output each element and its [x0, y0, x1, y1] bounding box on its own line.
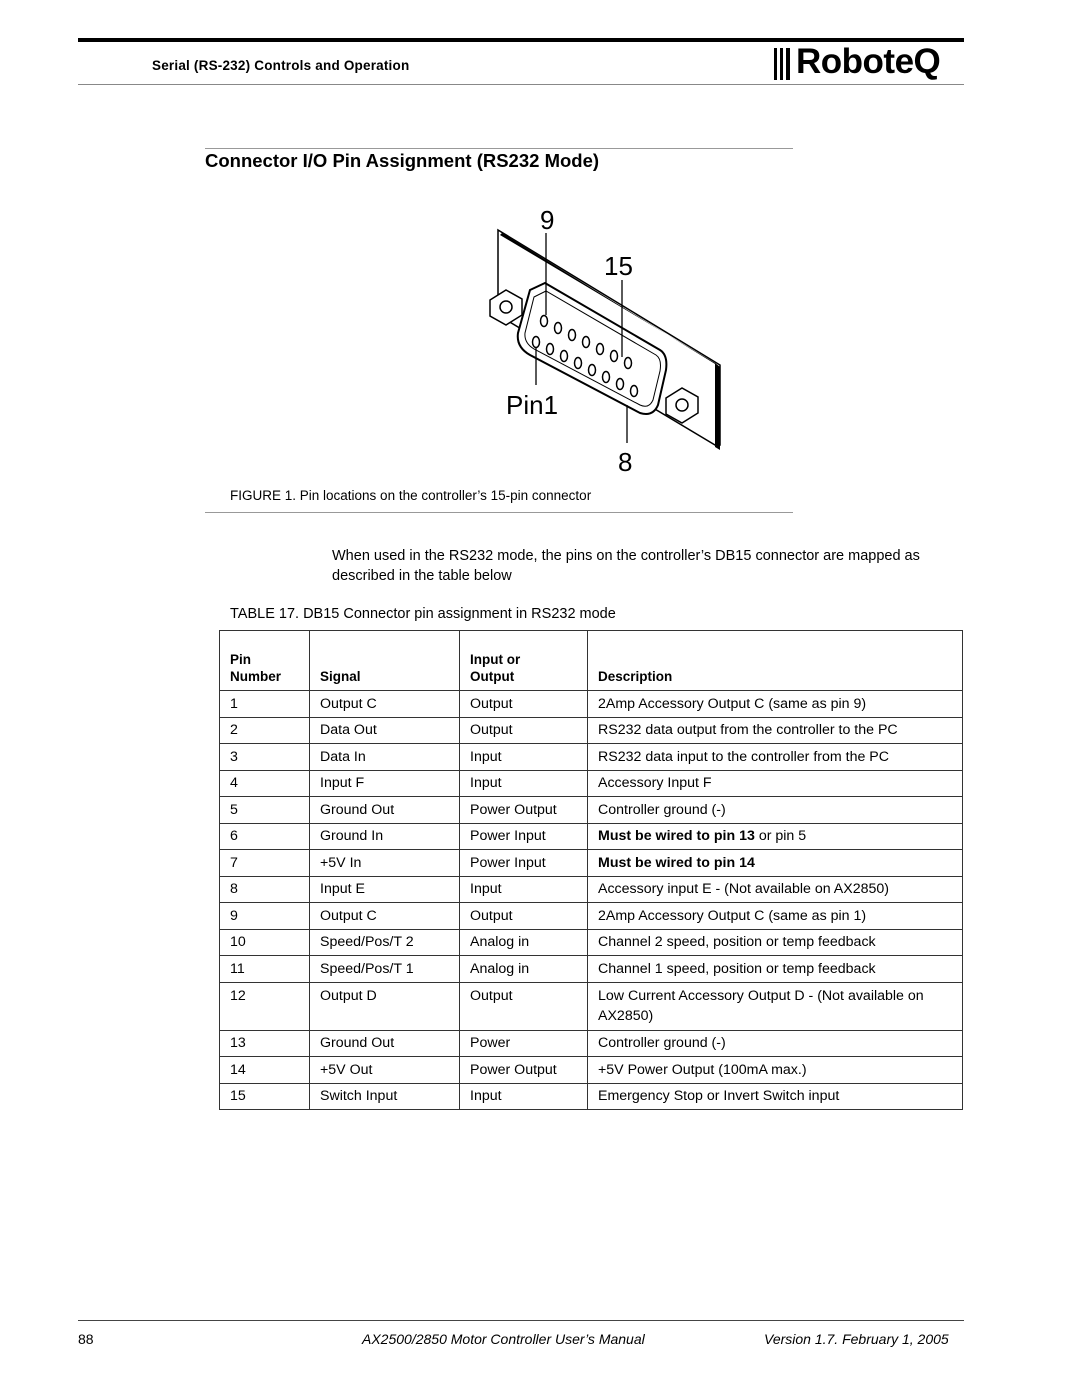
signal-cell: Ground Out [310, 797, 460, 824]
pin-cell: 2 [220, 717, 310, 744]
io-cell: Output [460, 982, 588, 1030]
table-row [220, 1057, 963, 1084]
description-emphasis: Must be wired to pin 14 [598, 854, 755, 871]
pin-cell: 8 [220, 876, 310, 903]
db15-connector-drawing [470, 195, 770, 485]
description-cell: +5V Power Output (100mA max.) [588, 1057, 963, 1084]
logo-text: RoboteQ [796, 42, 941, 81]
section-title: Connector I/O Pin Assignment (RS232 Mode) [205, 150, 600, 171]
pin-8-label: 8 [618, 447, 633, 477]
description-cell: Accessory input E - (Not available on AX2850) [588, 876, 963, 903]
page-number: 88 [78, 1331, 94, 1347]
io-cell: Power Output [460, 797, 588, 824]
pin-cell: 5 [220, 797, 310, 824]
description-cell: Channel 1 speed, position or temp feedback [588, 956, 963, 983]
description-cell: RS232 data output from the controller to the PC [588, 717, 963, 744]
body-paragraph: When used in the RS232 mode, the pins on the controller’s DB15 connector are mapped as described in the table below [332, 548, 920, 584]
description-cell: 2Amp Accessory Output C (same as pin 1) [588, 903, 963, 930]
header-section-title: Serial (RS-232) Controls and Operation [152, 58, 410, 73]
table-row [220, 929, 963, 956]
signal-cell: Speed/Pos/T 1 [310, 956, 460, 983]
pin-cell: 9 [220, 903, 310, 930]
io-cell: Analog in [460, 929, 588, 956]
io-cell: Power Output [460, 1057, 588, 1084]
pin-cell: 3 [220, 744, 310, 771]
header-signal: Signal [310, 631, 460, 691]
header-pin-number: Pin Number [220, 631, 310, 691]
io-cell: Output [460, 903, 588, 930]
version-date: Version 1.7. February 1, 2005 [764, 1331, 949, 1347]
db15-connector-figure [470, 195, 770, 485]
pin-cell: 1 [220, 691, 310, 718]
signal-cell: Output D [310, 982, 460, 1030]
io-cell: Power [460, 1030, 588, 1057]
logo-bars-icon [772, 48, 796, 82]
figure-rule [205, 512, 793, 513]
header-description: Description [588, 631, 963, 691]
table-row [220, 876, 963, 903]
description-cell: RS232 data input to the controller from the PC [588, 744, 963, 771]
description-cell: Accessory Input F [588, 770, 963, 797]
pin-cell: 11 [220, 956, 310, 983]
description-cell: Channel 2 speed, position or temp feedback [588, 929, 963, 956]
signal-cell: +5V Out [310, 1057, 460, 1084]
table-row [220, 797, 963, 824]
io-cell: Input [460, 744, 588, 771]
signal-cell: +5V In [310, 850, 460, 877]
pin-cell: 12 [220, 982, 310, 1030]
description-rest: or pin 5 [754, 828, 807, 845]
signal-cell: Data Out [310, 717, 460, 744]
figure-caption: FIGURE 1. Pin locations on the controller’s 15-pin connector [230, 488, 592, 503]
signal-cell: Output C [310, 691, 460, 718]
table-row [220, 770, 963, 797]
table-caption: TABLE 17. DB15 Connector pin assignment in RS232 mode [230, 606, 616, 622]
signal-cell: Input E [310, 876, 460, 903]
table-row [220, 691, 963, 718]
pin-cell: 14 [220, 1057, 310, 1084]
footer-rule [78, 1320, 964, 1321]
table-row [220, 956, 963, 983]
header-divider [78, 84, 964, 85]
signal-cell: Data In [310, 744, 460, 771]
signal-cell: Switch Input [310, 1083, 460, 1110]
table-row [220, 823, 963, 850]
io-cell: Output [460, 691, 588, 718]
io-cell: Power Input [460, 850, 588, 877]
signal-cell: Input F [310, 770, 460, 797]
signal-cell: Ground In [310, 823, 460, 850]
manual-title: AX2500/2850 Motor Controller User’s Manual [362, 1331, 645, 1347]
description-cell [588, 823, 963, 850]
title-rule [205, 148, 793, 149]
table-row [220, 1030, 963, 1057]
header-input-output: Input or Output [460, 631, 588, 691]
description-cell: Controller ground (-) [588, 797, 963, 824]
table-row [220, 903, 963, 930]
description-emphasis: Must be wired to pin 13 [598, 828, 755, 845]
pin-assignment-table [219, 630, 963, 1110]
signal-cell: Speed/Pos/T 2 [310, 929, 460, 956]
pin-9-label: 9 [540, 205, 555, 235]
table-row [220, 744, 963, 771]
description-cell: Low Current Accessory Output D - (Not available on AX2850) [588, 982, 963, 1030]
description-cell: Emergency Stop or Invert Switch input [588, 1083, 963, 1110]
io-cell: Output [460, 717, 588, 744]
pin-15-label: 15 [604, 251, 633, 281]
description-cell: Controller ground (-) [588, 1030, 963, 1057]
io-cell: Input [460, 770, 588, 797]
pin-cell: 10 [220, 929, 310, 956]
io-cell: Analog in [460, 956, 588, 983]
pin-cell: 7 [220, 850, 310, 877]
table-row [220, 1083, 963, 1110]
io-cell: Power Input [460, 823, 588, 850]
io-cell: Input [460, 1083, 588, 1110]
pin-cell: 4 [220, 770, 310, 797]
pin-1-label: Pin1 [506, 390, 559, 420]
pin-cell: 13 [220, 1030, 310, 1057]
io-cell: Input [460, 876, 588, 903]
table-row [220, 717, 963, 744]
pin-cell: 15 [220, 1083, 310, 1110]
table-header-row [220, 631, 963, 691]
roboteq-logo [772, 42, 972, 84]
description-cell: 2Amp Accessory Output C (same as pin 9) [588, 691, 963, 718]
signal-cell: Output C [310, 903, 460, 930]
table-row [220, 982, 963, 1030]
signal-cell: Ground Out [310, 1030, 460, 1057]
table-row [220, 850, 963, 877]
description-cell [588, 850, 963, 877]
pin-cell: 6 [220, 823, 310, 850]
